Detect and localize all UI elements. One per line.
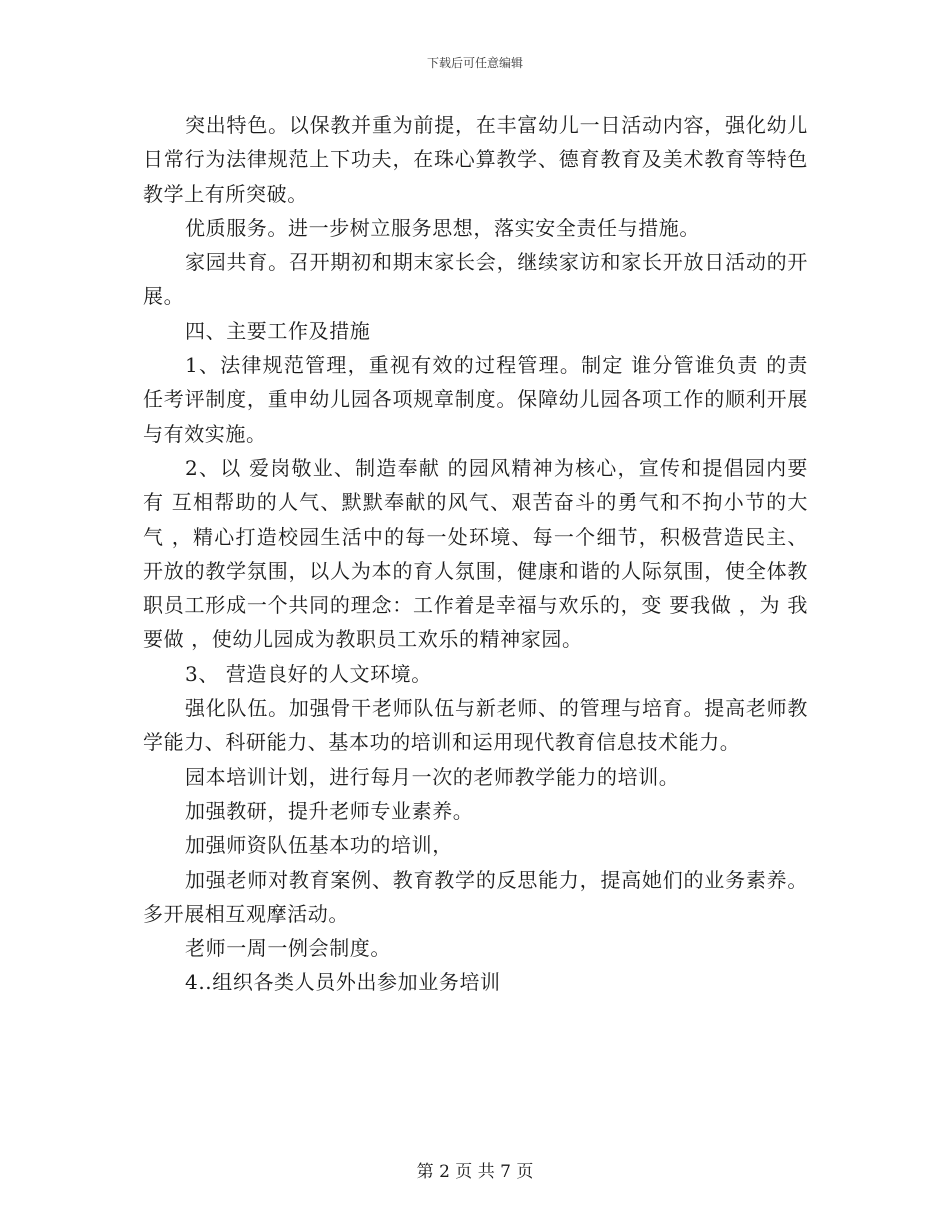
document-body xyxy=(143,108,808,1000)
paragraph-basic-skills: 加强师资队伍基本功的培训， xyxy=(185,833,453,858)
paragraph-item-1: 1、法律规范管理，重视有效的过程管理。制定 谁分管谁负责 的责任考评制度，重申幼儿园各项规章制度。保障幼儿园各项工作的顺利开展与有效实施。 xyxy=(143,353,808,446)
paragraph-home-school: 家园共育。召开期初和期末家长会，继续家访和家长开放日活动的开展。 xyxy=(143,250,808,309)
paragraph-weekly-meeting: 老师一周一例会制度。 xyxy=(185,936,391,961)
paragraph-item-2: 2、以 爱岗敬业、制造奉献 的园风精神为核心，宣传和提倡园内要有 互相帮助的人气、默默奉献的风气、艰苦奋斗的勇气和不拘小节的大气 ，精心打造校园生活中的每一处环境、每一个细节，积极营造民主、开放的教学氛围，以人为本的育人氛围，健康和谐的人际氛围，使全体教职员工形成一个共同的理念：工作着是幸福与欢乐的，变 要我做 ，为 我要做 ，使幼儿园成为教职员工欢乐的精神家园。 xyxy=(143,455,808,652)
paragraph-strengthen-team: 强化队伍。加强骨干老师队伍与新老师、的管理与培育。提高老师教学能力、科研能力、基本功的培训和运用现代教育信息技术能力。 xyxy=(143,696,808,755)
paragraph-item-4: 4..组织各类人员外出参加业务培训 xyxy=(185,970,501,995)
paragraph-training-plan: 园本培训计划，进行每月一次的老师教学能力的培训。 xyxy=(185,764,680,789)
paragraph-item-3: 3、 营造良好的人文环境。 xyxy=(185,661,432,686)
section-heading-main-work: 四、主要工作及措施 xyxy=(185,318,371,343)
page-number: 第 2 页 共 7 页 xyxy=(416,1162,534,1182)
paragraph-special-features: 突出特色。以保教并重为前提，在丰富幼儿一日活动内容，强化幼儿日常行为法律规范上下功夫，在珠心算教学、德育教育及美术教育等特色教学上有所突破。 xyxy=(143,113,808,206)
paragraph-reflection: 加强老师对教育案例、教育教学的反思能力，提高她们的业务素养。多开展相互观摩活动。 xyxy=(143,867,808,926)
paragraph-teaching-research: 加强教研，提升老师专业素养。 xyxy=(185,798,474,823)
paragraph-quality-service: 优质服务。进一步树立服务思想，落实安全责任与措施。 xyxy=(185,215,700,240)
page-header: 下载后可任意编辑 xyxy=(426,56,523,70)
